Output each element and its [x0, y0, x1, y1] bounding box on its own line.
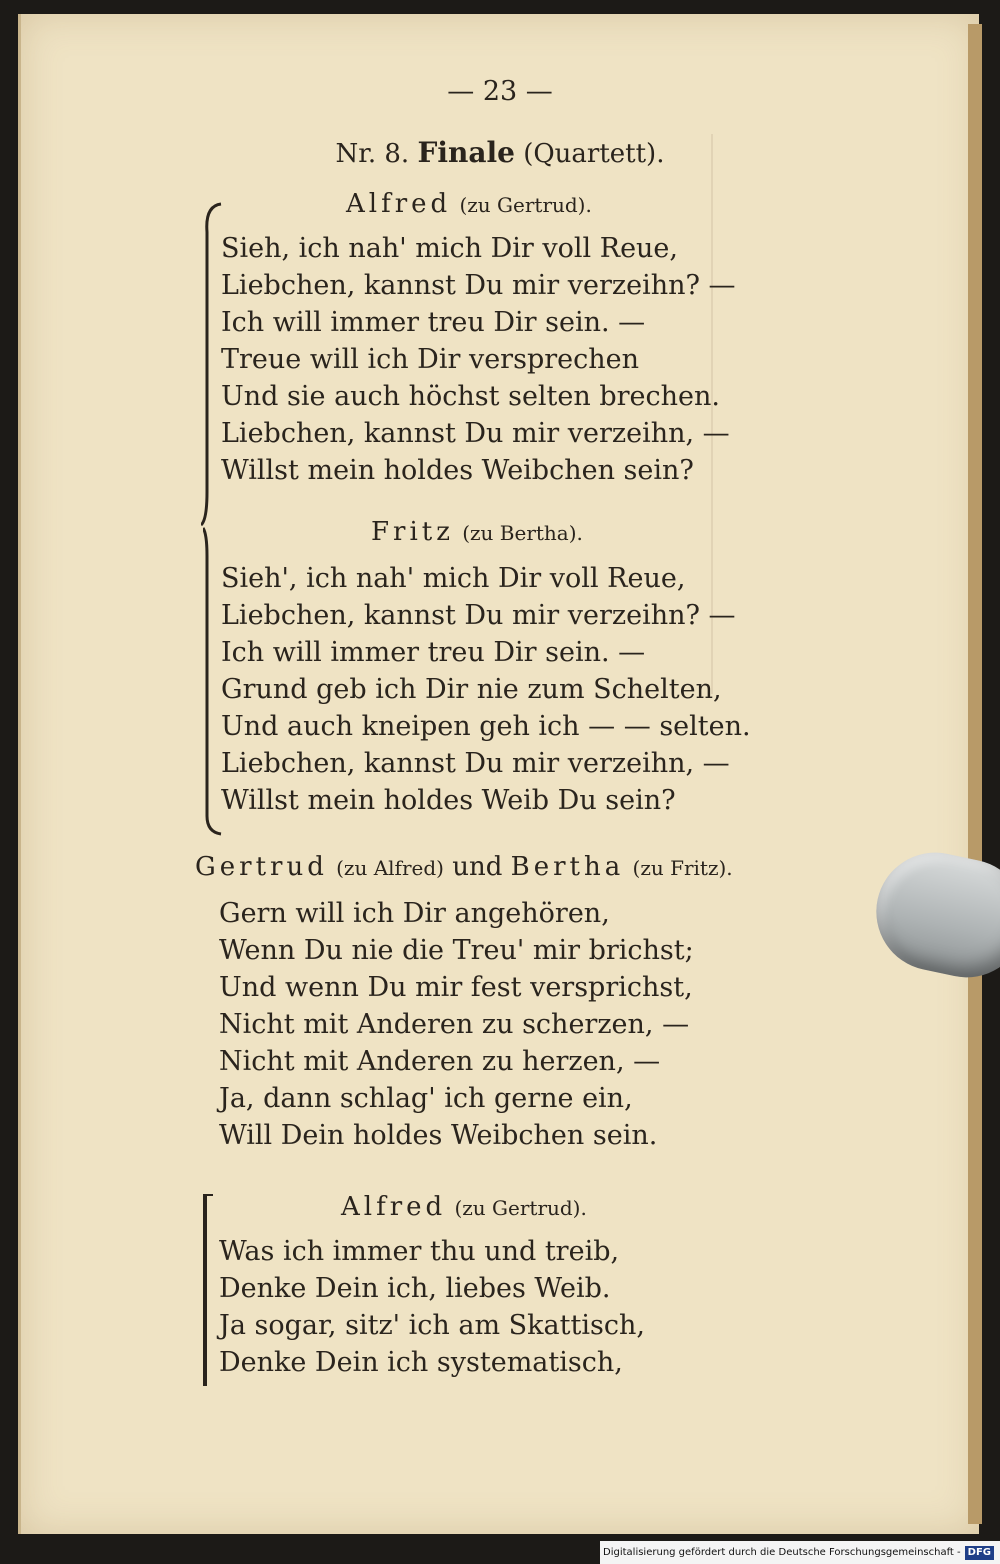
- speaker-note: (zu Fritz).: [632, 856, 733, 880]
- speaker-name: Alfred: [346, 189, 452, 219]
- footer-credit: [600, 1541, 1000, 1564]
- verse-line: Sieh, ich nah' mich Dir voll Reue,: [221, 233, 678, 264]
- conjunction: und: [452, 852, 503, 882]
- verse-line: Treue will ich Dir versprechen: [221, 344, 639, 375]
- verse-line: Nicht mit Anderen zu herzen, —: [219, 1046, 661, 1077]
- speaker-note: (zu Gertrud).: [454, 1196, 587, 1220]
- brace-bottom: [203, 526, 223, 836]
- section-subtitle: (Quartett).: [523, 139, 665, 169]
- book-page: [18, 14, 979, 1534]
- verse-line: Was ich immer thu und treib,: [219, 1236, 620, 1267]
- verse-line: Denke Dein ich systematisch,: [219, 1347, 623, 1378]
- verse-line: Liebchen, kannst Du mir verzeihn? —: [221, 270, 736, 301]
- verse-line: Ich will immer treu Dir sein. —: [221, 307, 646, 338]
- speaker-name: Gertrud: [195, 852, 328, 882]
- verse-line: Liebchen, kannst Du mir verzeihn, —: [221, 748, 730, 779]
- brace-top: [201, 202, 223, 527]
- speaker-heading: [195, 852, 733, 882]
- verse-line: Gern will ich Dir angehören,: [219, 898, 610, 929]
- verse-line: Liebchen, kannst Du mir verzeihn, —: [221, 418, 730, 449]
- speaker-name: Alfred: [341, 1192, 447, 1222]
- verse-line: Liebchen, kannst Du mir verzeihn? —: [221, 600, 736, 631]
- speaker-name: Bertha: [510, 852, 625, 882]
- verse-line: Ja, dann schlag' ich gerne ein,: [219, 1083, 633, 1114]
- page-number: — 23 —: [447, 76, 553, 107]
- speaker-note: (zu Bertha).: [462, 521, 583, 545]
- speaker-heading: [341, 1192, 587, 1222]
- dfg-logo: DFG: [965, 1546, 994, 1560]
- verse-line: Wenn Du nie die Treu' mir brichst;: [219, 935, 694, 966]
- speaker-name: Fritz: [371, 517, 454, 547]
- section-name: Finale: [417, 136, 515, 169]
- speaker-note: (zu Alfred): [336, 856, 444, 880]
- verse-line: Grund geb ich Dir nie zum Schelten,: [221, 674, 722, 705]
- verse-line: Ja sogar, sitz' ich am Skattisch,: [219, 1310, 645, 1341]
- speaker-heading: [371, 517, 583, 547]
- verse-line: Nicht mit Anderen zu scherzen, —: [219, 1009, 690, 1040]
- bracket: [203, 1194, 213, 1386]
- verse-line: Und sie auch höchst selten brechen.: [221, 381, 720, 412]
- verse-line: Und auch kneipen geh ich — — selten.: [221, 711, 751, 742]
- verse-line: Willst mein holdes Weib Du sein?: [221, 785, 676, 816]
- section-title: [21, 136, 979, 169]
- verse-line: Sieh', ich nah' mich Dir voll Reue,: [221, 563, 686, 594]
- footer-text: Digitalisierung gefördert durch die Deutsche Forschungsgemeinschaft -: [603, 1547, 961, 1558]
- speaker-heading: [346, 189, 592, 219]
- verse-line: Will Dein holdes Weibchen sein.: [219, 1120, 658, 1151]
- page-edge: [968, 24, 982, 1524]
- verse-line: Willst mein holdes Weibchen sein?: [221, 455, 694, 486]
- section-number: Nr. 8.: [335, 139, 410, 169]
- verse-line: Denke Dein ich, liebes Weib.: [219, 1273, 611, 1304]
- speaker-note: (zu Gertrud).: [459, 193, 592, 217]
- verse-line: Und wenn Du mir fest versprichst,: [219, 972, 693, 1003]
- verse-line: Ich will immer treu Dir sein. —: [221, 637, 646, 668]
